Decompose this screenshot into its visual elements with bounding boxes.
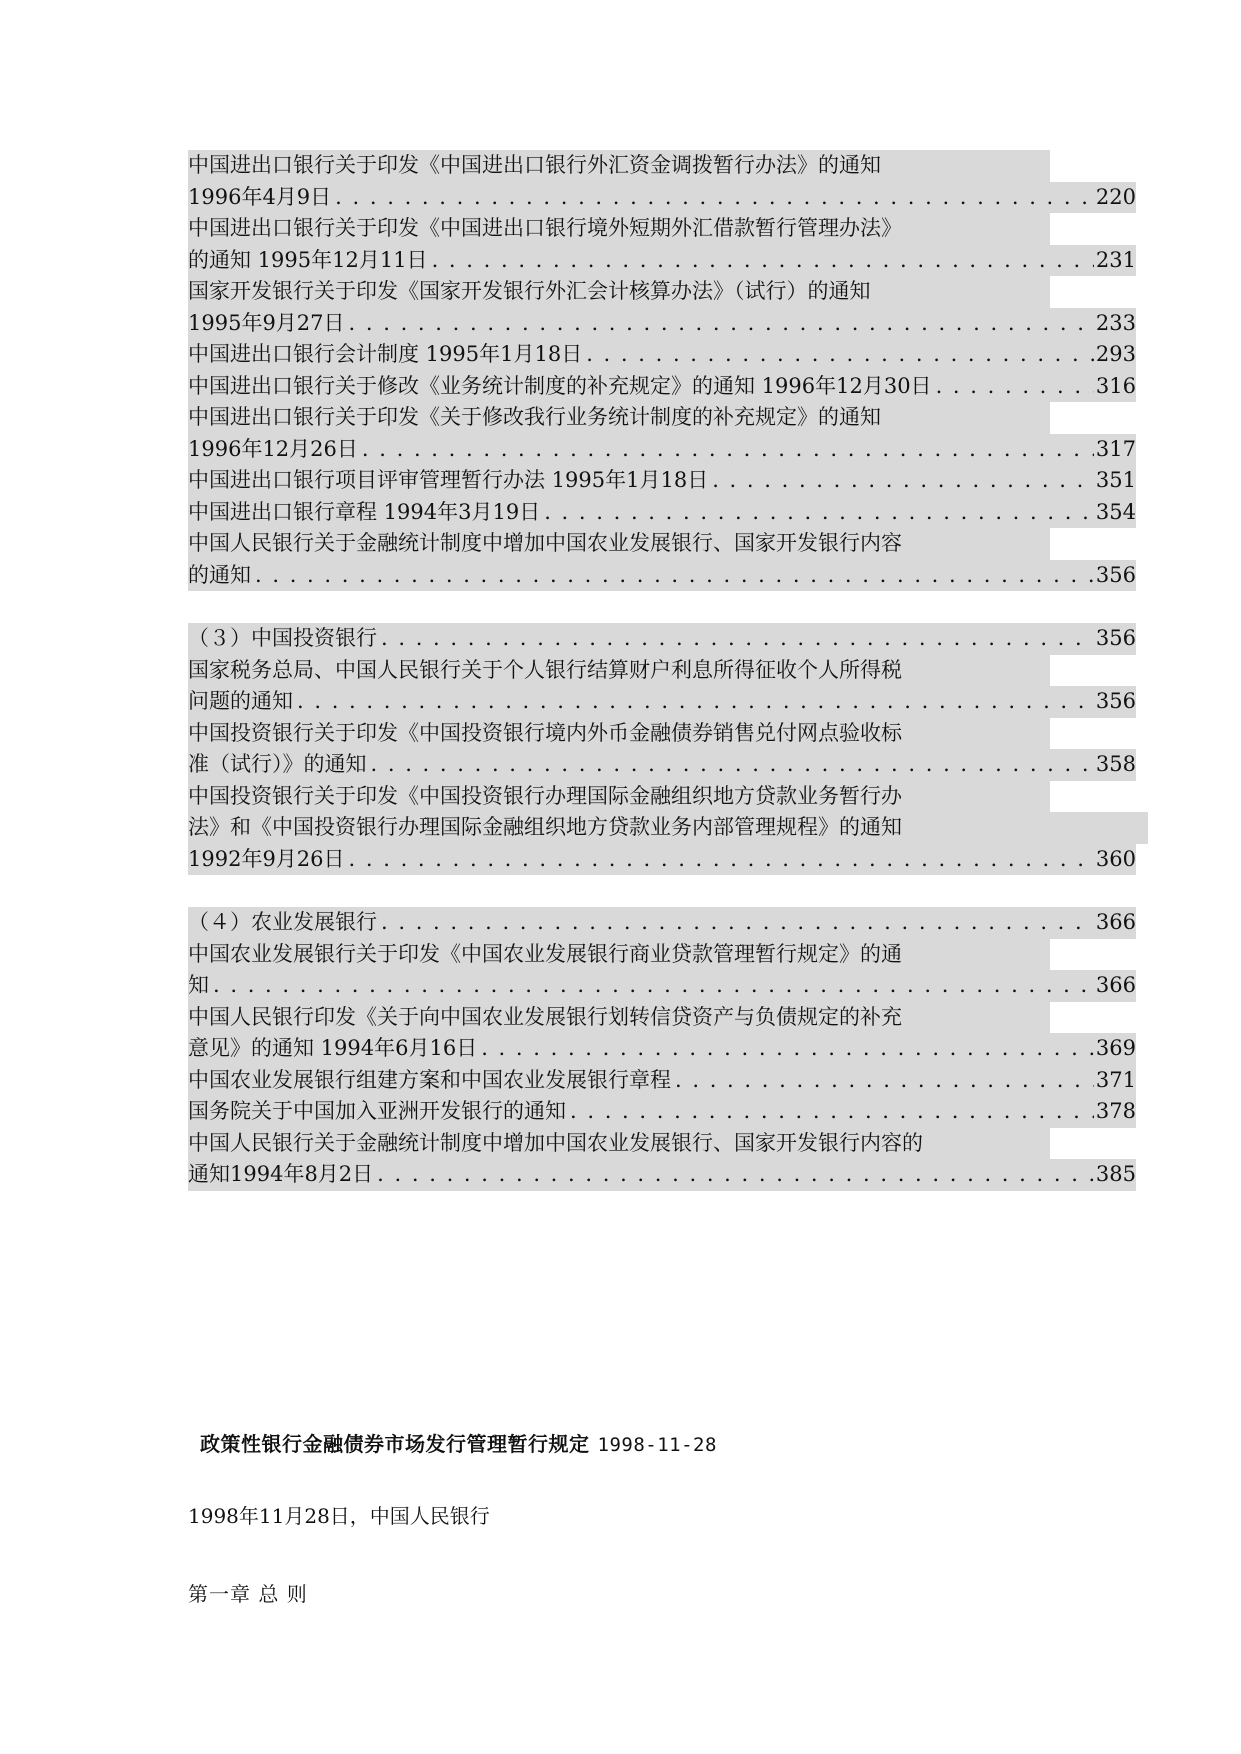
toc-entry-title: 中国农业发展银行组建方案和中国农业发展银行章程	[188, 1067, 671, 1092]
toc-leader-dots	[362, 434, 1094, 466]
toc-entry-title: 1992年9月26日	[188, 846, 345, 871]
toc-entry	[188, 1065, 1136, 1097]
document-issuer-line: 1998年11月28日，中国人民银行	[188, 1504, 490, 1528]
toc-block-agricultural-bank	[188, 907, 1136, 1191]
toc-entry-wrapped-line: 中国农业发展银行关于印发《中国农业发展银行商业贷款管理暂行规定》的通	[188, 939, 1050, 971]
toc-entry	[188, 465, 1136, 497]
toc-entry-title: 通知1994年8月2日	[188, 1162, 374, 1186]
toc-entry-title: 准（试行）》的通知	[188, 752, 367, 776]
toc-page-number: 351	[1095, 468, 1136, 492]
toc-leader-dots	[349, 308, 1094, 340]
toc-entry-title: 中国进出口银行章程 1994年3月19日	[188, 499, 541, 524]
toc-entry	[188, 560, 1136, 592]
toc-page-number: 378	[1095, 1099, 1136, 1123]
toc-page-number: 356	[1095, 562, 1136, 587]
toc-page-number: 220	[1095, 184, 1136, 209]
toc-page-number: 385	[1095, 1162, 1136, 1186]
toc-entry-title: 1995年9月27日	[188, 310, 345, 335]
toc-entry	[188, 339, 1136, 371]
toc-leader-dots	[335, 182, 1094, 214]
toc-gap	[188, 875, 1136, 907]
toc-entry-wrapped-line: 中国人民银行关于金融统计制度中增加中国农业发展银行、国家开发银行内容的	[188, 1128, 1050, 1160]
toc-page-number: 317	[1095, 436, 1136, 461]
toc-leader-dots	[570, 1096, 1094, 1128]
document-title-text: 政策性银行金融债券市场发行管理暂行规定	[200, 1432, 590, 1456]
toc-page-number: 293	[1095, 342, 1136, 366]
toc-page-number: 366	[1095, 910, 1136, 934]
toc-entry	[188, 1096, 1136, 1128]
toc-page-number: 369	[1095, 1036, 1136, 1060]
toc-entry-title: 问题的通知	[188, 689, 293, 713]
toc-leader-dots	[936, 371, 1094, 403]
toc-page-number: 316	[1095, 373, 1136, 398]
toc-leader-dots	[377, 1159, 1094, 1191]
toc-entry	[188, 497, 1136, 529]
toc-entry	[188, 245, 1136, 277]
toc-entry	[188, 907, 1136, 939]
toc-leader-dots	[544, 497, 1094, 529]
toc-leader-dots	[675, 1065, 1094, 1097]
toc-entry	[188, 844, 1136, 876]
toc-leader-dots	[371, 749, 1094, 781]
toc-entry	[188, 434, 1136, 466]
toc-leader-dots	[381, 907, 1094, 939]
toc-entry	[188, 623, 1136, 655]
table-of-contents	[188, 150, 1136, 1191]
toc-entry-wrapped-line: 中国投资银行关于印发《中国投资银行办理国际金融组织地方贷款业务暂行办	[188, 781, 1050, 813]
toc-leader-dots	[297, 686, 1094, 718]
toc-entry-title: （４）农业发展银行	[188, 910, 377, 934]
toc-entry-wrapped-line: 中国人民银行关于金融统计制度中增加中国农业发展银行、国家开发银行内容	[188, 528, 1050, 560]
toc-entry-wrapped-line: 中国进出口银行关于印发《关于修改我行业务统计制度的补充规定》的通知	[188, 402, 1050, 434]
toc-entry-title: 中国进出口银行关于修改《业务统计制度的补充规定》的通知 1996年12月30日	[188, 373, 932, 398]
toc-entry-title: 知	[188, 973, 209, 997]
toc-page-number: 354	[1095, 499, 1136, 524]
toc-entry-title: 国务院关于中国加入亚洲开发银行的通知	[188, 1099, 566, 1123]
toc-leader-dots	[712, 465, 1094, 497]
toc-entry-title: 的通知	[188, 562, 251, 587]
toc-entry-title: 1996年12月26日	[188, 436, 358, 461]
toc-leader-dots	[255, 560, 1094, 592]
toc-entry-wrapped-line: 中国人民银行印发《关于向中国农业发展银行划转信贷资产与负债规定的补充	[188, 1002, 1050, 1034]
toc-leader-dots	[432, 245, 1094, 277]
toc-leader-dots	[349, 844, 1094, 876]
toc-entry-wrapped-line: 国家开发银行关于印发《国家开发银行外汇会计核算办法》（试行）的通知	[188, 276, 1050, 308]
toc-entry	[188, 308, 1136, 340]
toc-entry	[188, 970, 1136, 1002]
document-title	[200, 1428, 717, 1457]
toc-page-number: 356	[1095, 689, 1136, 713]
toc-entry-title: 的通知 1995年12月11日	[188, 247, 428, 272]
toc-page-number: 360	[1095, 846, 1136, 871]
document-title-date: 1998-11-28	[597, 1434, 717, 1456]
toc-entry-title: （３）中国投资银行	[188, 626, 377, 650]
toc-entry-wrapped-line: 中国投资银行关于印发《中国投资银行境内外币金融债券销售兑付网点验收标	[188, 718, 1050, 750]
toc-page-number: 233	[1095, 310, 1136, 335]
toc-entry-wrapped-line: 法》和《中国投资银行办理国际金融组织地方贷款业务内部管理规程》的通知	[188, 812, 1148, 844]
toc-entry	[188, 1033, 1136, 1065]
toc-entry-title: 中国进出口银行会计制度 1995年1月18日	[188, 342, 583, 366]
toc-entry-wrapped-line: 中国进出口银行关于印发《中国进出口银行境外短期外汇借款暂行管理办法》	[188, 213, 1050, 245]
toc-page-number: 356	[1095, 626, 1136, 650]
toc-entry	[188, 1159, 1136, 1191]
toc-page-number: 358	[1095, 752, 1136, 776]
toc-gap	[188, 591, 1136, 623]
toc-entry	[188, 371, 1136, 403]
toc-entry-title: 中国进出口银行项目评审管理暂行办法 1995年1月18日	[188, 468, 709, 492]
toc-leader-dots	[586, 339, 1094, 371]
toc-entry-wrapped-line: 国家税务总局、中国人民银行关于个人银行结算财户利息所得征收个人所得税	[188, 655, 1050, 687]
toc-entry-wrapped-line: 中国进出口银行关于印发《中国进出口银行外汇资金调拨暂行办法》的通知	[188, 150, 1050, 182]
toc-entry-title: 意见》的通知 1994年6月16日	[188, 1036, 478, 1060]
toc-leader-dots	[213, 970, 1094, 1002]
toc-leader-dots	[481, 1033, 1094, 1065]
toc-block-investment-bank	[188, 623, 1136, 875]
toc-entry	[188, 686, 1136, 718]
toc-page-number: 231	[1095, 247, 1136, 272]
toc-page-number: 371	[1095, 1067, 1136, 1092]
toc-block-policy-banks	[188, 150, 1136, 591]
chapter-heading: 第一章 总 则	[188, 1582, 308, 1606]
toc-leader-dots	[381, 623, 1094, 655]
toc-entry	[188, 182, 1136, 214]
toc-entry-title: 1996年4月9日	[188, 184, 332, 209]
toc-entry	[188, 749, 1136, 781]
toc-page-number: 366	[1095, 973, 1136, 997]
